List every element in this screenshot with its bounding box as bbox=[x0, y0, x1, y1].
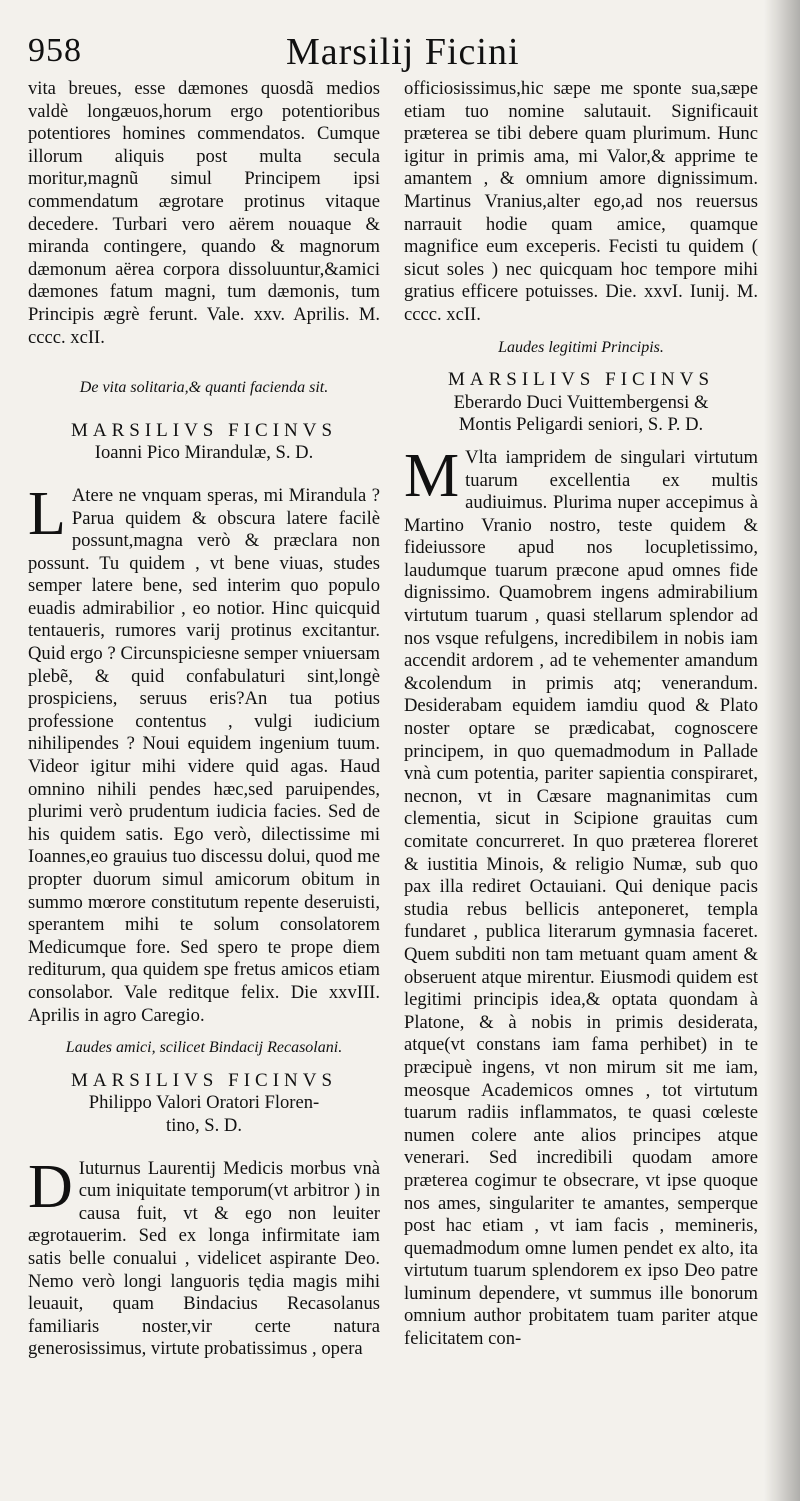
letter-body bbox=[404, 441, 758, 1351]
recipient-line: Philippo Valori Oratori Floren- bbox=[88, 1092, 320, 1114]
letter-body-text: Atere ne vnquam speras, mi Mirandula ? Parua quidem & obscura latere facilè possunt,magna verò & præclara non possunt. Tu quidem , vt bene viuas, studes semper latere bene, sed interim quo populo euadis admirabilior , eo notior. Hinc quicquid tentaueris, rumores varij protinus excitantur. Quid ergo ? Circunspiciesne semper vniuersam plebẽ, & quid confabulaturi sint,longè prospiciens, seruus eris?An tua potius professione contentus , vulgi iudicium nihilipendes ? Noui equidem ingenium tuum. Videor igitur mihi videre quid agas. Haud omnino nihili pendes hæc,sed paruipendes, plurimi verò prudentum iudicia facies. Sed de his quidem satis. Ego verò, dilectissime mi Ioannes,eo grauius tuo discessu dolui, quod me propter duorum simul amicorum obitum in summo mœrore constitutum repente deseruisti, sperantem mihi te solum consolatorem Medicumque fore. Sed spero te prope diem rediturum, qua quidem spe fretus amicos etiam consolabor. Vale reditque felix. Die xxvIII. Aprilis in agro Caregio. bbox=[28, 484, 380, 1026]
left-column bbox=[28, 78, 380, 1361]
recipient-line: Eberardo Duci Vuittembergensi & bbox=[453, 391, 709, 413]
letter-body-text: Vlta iampridem de singulari virtutum tuarum excellentia ex multis audiuimus. Plurima nuper accepimus à Martino Vranio nostro, teste quidem & fideiussore apud nos locupletissimo, laudumque tuarum præcone apud omnes fide dignissimo. Quamobrem ingens admirabilium virtutum tuarum , quasi stellarum splendor ad nos vsque refulgens, incredibilem in nobis iam accendit ardorem , ad te vehementer amandum &colendum in primis atq; venerandum. Desiderabam equidem iamdiu quod & Plato noster optare se prædicabat, cognoscere principem, in quo quemadmodum in Pallade vnà cum potentia, pariter sapientia conspiraret, necnon, vt in Cæsare magnanimitas cum clementia, sicut in Scipione grauitas cum comitate concurreret. In quo præterea floreret & iustitia Minois, & religio Numæ, sub quo pax illa rediret Octauiani. Qui denique pacis studia rebus bellicis anteponeret, templa fundaret , publica literarum gymnasia faceret. Quem subditi non tam metuant quam ament & obseruent atque mirentur. Eiusmodi quidem est legitimi principis idea,& optata quondam à Platone, & à nobis in primis desiderata, atque(vt constans iam fama perhibet) in te præcipuè ingens, vt non mirum sit me iam, meosque Academicos omnes , tot virtutum tuarum radiis inflammatos, te quasi cœleste numen colere ante alios principes atque venerari. Sed incredibili quodam amore præterea cogimur te obsecrare, vt ipse quoque nos ames, singulariter te amantes, semperque post hac etiam , vt iam facis , memineris, quemadmodum omne lumen pendet ex alto, ita virtutum tuarum splendorem ex ipso Deo patre luminum dependere, vt summus ille bonorum omnium author probitatem tuam pariter atque felicitatem con- bbox=[404, 446, 758, 1350]
letter-body bbox=[28, 479, 380, 1027]
drop-cap: L bbox=[28, 479, 66, 548]
page-edge-shadow bbox=[764, 0, 800, 1501]
recipient-line: Ioanni Pico Mirandulæ, S. D. bbox=[94, 442, 314, 464]
page-number: 958 bbox=[28, 32, 82, 69]
author-name: MARSILIVS FICINVS bbox=[70, 1069, 338, 1091]
letter-body bbox=[28, 1152, 380, 1361]
drop-cap: M bbox=[404, 441, 460, 510]
page-header bbox=[28, 14, 748, 74]
letter-body-text: Iuturnus Laurentij Medicis morbus vnà cum iniquitate temporum(vt arbitror ) in causa fuit, vt & ego non leuiter ægrotauerim. Sed ex longa infirmitate iam satis belle conualui , videlicet aspirante Deo. Nemo verò longi languoris tędia magis mihi leuauit, quam Bindacius Recasolanus familiaris noster,vir certe natura generosissimus, virtute probatissimus , opera bbox=[28, 1157, 380, 1360]
continued-letter-text: officiosissimus,hic sæpe me sponte sua,sæpe etiam tuo nomine salutauit. Significauit præterea se tibi debere quam plurimum. Hunc igitur in primis ama, mi Valor,& apprime te amantem , & omnium amore dignissimum. Martinus Vranius,alter ego,ad nos reuersus narrauit hodie quam amice, quamque magnifice eum exceperis. Fecisti tu quidem ( sicut soles ) nec quicquam hoc tempore mihi gratius efficere potuisses. Die. xxvI. Iunij. M. cccc. xcII. bbox=[404, 78, 758, 325]
drop-cap: D bbox=[28, 1152, 73, 1221]
recipient-line: tino, S. D. bbox=[166, 1114, 242, 1136]
letter-heading: Laudes amici, scilicet Bindacij Recasolani. bbox=[65, 1039, 343, 1057]
letter-heading: Laudes legitimi Principis. bbox=[498, 338, 664, 356]
continued-letter-text: vita breues, esse dæmones quosdã medios valdè longæuos,horum ergo potentioribus potentiores homines commendatos. Cumque illorum aliquis post multa secula moritur,magnũ simul Principem ipsi commendatum ægrotare protinus vitaque decedere. Turbari vero aërem nouaque & miranda contingere, quando & magnorum dæmonum aërea corpora dissoluuntur,&amici dæmones fatum magni, tum dæmonis, tum Principis ægrè ferunt. Vale. xxv. Aprilis. M. cccc. xcII. bbox=[28, 78, 380, 348]
author-name: MARSILIVS FICINVS bbox=[447, 369, 715, 391]
author-name: MARSILIVS FICINVS bbox=[70, 419, 338, 441]
letter-heading: De vita solitaria,& quanti facienda sit. bbox=[79, 379, 329, 397]
recipient-line: Montis Peligardi seniori, S. P. D. bbox=[458, 414, 704, 436]
running-title: Marsilij Ficini bbox=[286, 31, 520, 73]
right-column bbox=[404, 78, 758, 1351]
